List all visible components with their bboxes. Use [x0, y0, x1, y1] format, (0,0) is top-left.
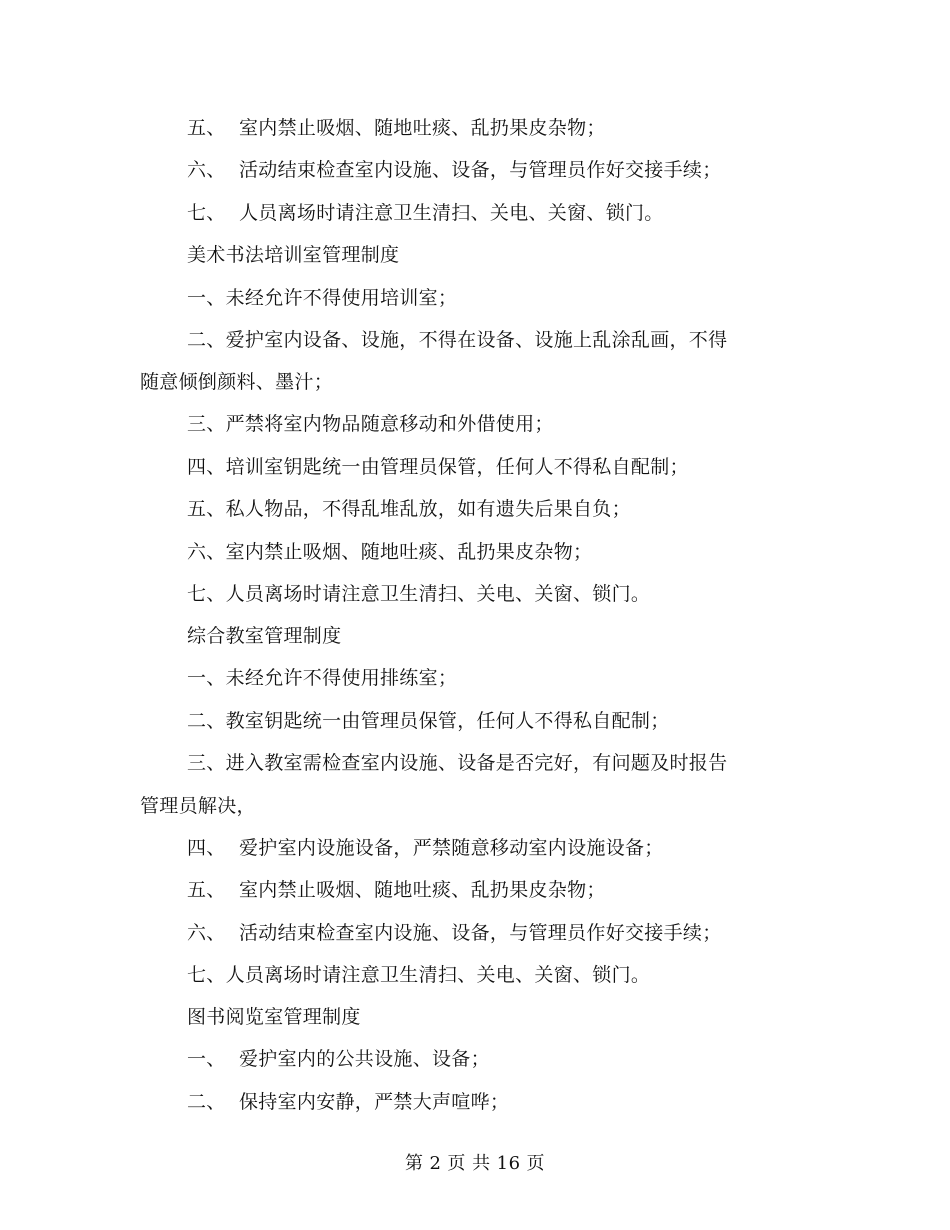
rule-line: 二、 保持室内安静，严禁大声喧哗；: [187, 1091, 510, 1113]
rule-line: 一、未经允许不得使用培训室；: [187, 287, 458, 309]
rule-line: 五、私人物品，不得乱堆乱放，如有遗失后果自负；: [187, 498, 631, 520]
section-heading: 美术书法培训室管理制度: [187, 244, 400, 266]
rule-line: 六、室内禁止吸烟、随地吐痰、乱扔果皮杂物；: [187, 541, 593, 563]
section-heading: 综合教室管理制度: [187, 625, 342, 647]
rule-line: 二、爱护室内设备、设施，不得在设备、设施上乱涂乱画，不得: [187, 329, 728, 351]
total-page-count: 16: [496, 1153, 521, 1174]
rule-line: 七、人员离场时请注意卫生清扫、关电、关窗、锁门。: [187, 964, 651, 986]
rule-line: 一、 爱护室内的公共设施、设备；: [187, 1048, 490, 1070]
rule-line: 五、 室内禁止吸烟、随地吐痰、乱扔果皮杂物；: [187, 879, 606, 901]
current-page-number: 2: [429, 1153, 442, 1174]
rule-line: 五、 室内禁止吸烟、随地吐痰、乱扔果皮杂物；: [187, 117, 606, 139]
rule-line: 二、教室钥匙统一由管理员保管，任何人不得私自配制；: [187, 710, 670, 732]
rule-line: 七、 人员离场时请注意卫生清扫、关电、关窗、锁门。: [187, 202, 664, 224]
page-footer: 第 2 页 共 16 页: [404, 1153, 546, 1174]
rule-line: 三、严禁将室内物品随意移动和外借使用；: [187, 413, 554, 435]
rule-line: 四、 爱护室内设施设备，严禁随意移动室内设施设备；: [187, 837, 664, 859]
rule-line: 三、进入教室需检查室内设施、设备是否完好，有问题及时报告: [187, 752, 728, 774]
section-heading: 图书阅览室管理制度: [187, 1006, 361, 1028]
rule-line-continuation: 随意倾倒颜料、墨汁；: [140, 371, 334, 393]
rule-line: 六、 活动结束检查室内设施、设备，与管理员作好交接手续；: [187, 922, 722, 944]
rule-line: 七、人员离场时请注意卫生清扫、关电、关窗、锁门。: [187, 583, 651, 605]
rule-line: 一、未经允许不得使用排练室；: [187, 667, 458, 689]
rule-line-continuation: 管理员解决，: [140, 795, 256, 817]
rule-line: 六、 活动结束检查室内设施、设备，与管理员作好交接手续；: [187, 159, 722, 181]
rule-line: 四、培训室钥匙统一由管理员保管，任何人不得私自配制；: [187, 456, 689, 478]
